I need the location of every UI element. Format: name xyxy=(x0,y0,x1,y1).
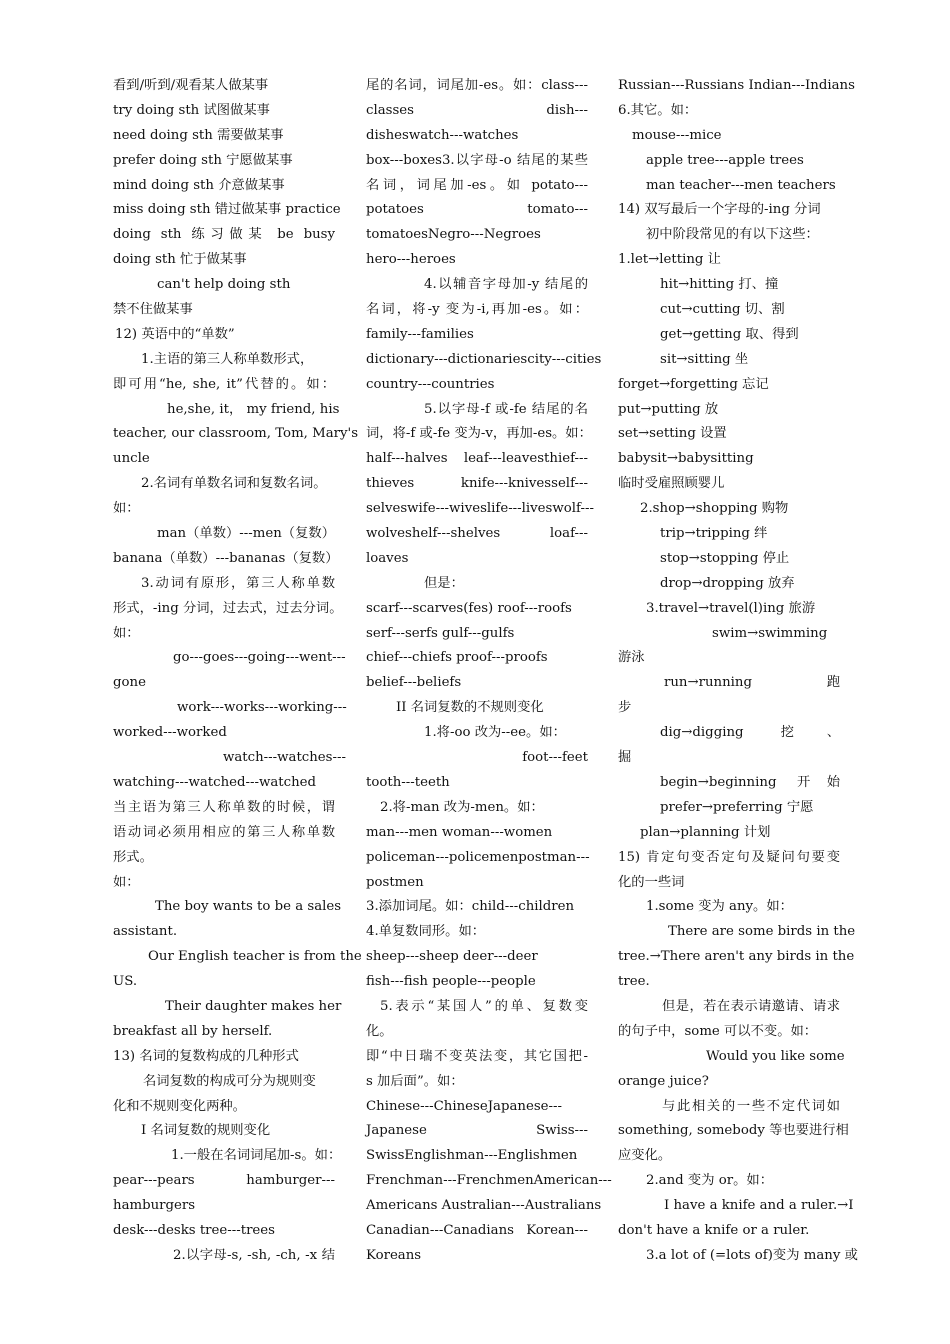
text-line: 如： xyxy=(113,625,140,641)
text-line: can't help doing sth xyxy=(157,277,291,293)
text-line: uncle xyxy=(113,451,150,467)
text-line: 3.添加词尾。如：child---children xyxy=(366,899,575,915)
text-line: 13) 名词的复数构成的几种形式 xyxy=(113,1048,299,1064)
text-line: 名词，词尾加-es。如 potato--- xyxy=(366,177,588,193)
text-line: postmen xyxy=(366,874,424,890)
text-line: need doing sth 需要做某事 xyxy=(113,127,284,143)
text-line: country---countries xyxy=(366,376,495,392)
text-line: 即“中日瑞不变英法变，其它国把- xyxy=(366,1048,588,1064)
text-line: miss doing sth 错过做某事 practice xyxy=(113,202,341,218)
text-line: 15) 肯定句变否定句及疑问句要变 xyxy=(618,849,840,865)
text-line: forget→forgetting 忘记 xyxy=(618,376,769,392)
text-line: US. xyxy=(113,974,138,990)
text-line: 语动词必须用相应的第三人称单数 xyxy=(113,824,335,840)
text-line: breakfast all by herself. xyxy=(113,1023,273,1039)
text-line: chief---chiefs proof---proofs xyxy=(366,650,548,666)
text-line: 化和不规则变化两种。 xyxy=(113,1098,246,1114)
text-line: 4.以辅音字母加-y 结尾的 xyxy=(424,277,588,293)
text-line: policeman---policemenpostman--- xyxy=(366,849,590,865)
text-line: 化。 xyxy=(366,1023,393,1039)
text-line: 形式。 xyxy=(113,849,153,865)
text-line: tooth---teeth xyxy=(366,774,450,790)
text-line: potatoes tomato--- xyxy=(366,202,588,218)
text-line: doing sth 忙于做某事 xyxy=(113,252,247,268)
text-line: something, somebody 等也要进行相 xyxy=(618,1123,849,1139)
text-line: cut→cutting 切、割 xyxy=(660,302,785,318)
text-line: 2.将-man 改为-men。如： xyxy=(380,799,544,815)
text-line: II 名词复数的不规则变化 xyxy=(396,700,544,716)
text-line: 2.shop→shopping 购物 xyxy=(640,501,789,517)
text-line: apple tree---apple trees xyxy=(646,152,804,168)
text-line: Would you like some xyxy=(706,1048,845,1064)
text-line: 2.以字母-s, -sh, -ch, -x 结 xyxy=(173,1247,335,1263)
text-line: There are some birds in the xyxy=(668,924,856,940)
text-line: half---halves leaf---leavesthief--- xyxy=(366,451,588,467)
text-line: 如： xyxy=(113,501,140,517)
text-line: foot---feet xyxy=(522,750,588,766)
text-line: run→running 跑 xyxy=(664,675,840,691)
text-line: 1.将-oo 改为--ee。如： xyxy=(424,725,566,741)
text-line: Chinese---ChineseJapanese--- xyxy=(366,1098,563,1114)
text-line: go---goes---going---went--- xyxy=(173,650,346,666)
text-line: watching---watched---watched xyxy=(113,774,317,790)
text-line: 尾的名词，词尾加-es。如：class--- xyxy=(366,78,588,93)
text-line: I have a knife and a ruler.→I xyxy=(664,1198,854,1214)
text-line: 1.一般在名词词尾加-s。如： xyxy=(171,1148,342,1164)
text-line: box---boxes3.以字母-o 结尾的某些 xyxy=(366,152,588,168)
text-line: Canadian---Canadians Korean--- xyxy=(366,1222,588,1238)
text-line: tree. xyxy=(618,974,650,990)
text-line: Their daughter makes her xyxy=(165,998,342,1014)
text-line: 即可用“he, she, it”代替的。如： xyxy=(113,376,335,392)
text-line: SwissEnglishman---Englishmen xyxy=(366,1148,578,1164)
text-line: Americans Australian---Australians xyxy=(366,1198,602,1214)
text-line: Koreans xyxy=(366,1247,422,1263)
text-line: 化的一些词 xyxy=(618,874,685,890)
text-line: hit→hitting 打、撞 xyxy=(660,277,779,293)
text-line: dictionary---dictionariescity---cities xyxy=(366,351,602,367)
text-line: 临时受雇照顾婴儿 xyxy=(618,476,725,492)
text-line: babysit→babysitting xyxy=(618,451,754,467)
text-line: Our English teacher is from the xyxy=(148,949,362,965)
text-line: Russian---Russians Indian---Indians xyxy=(618,78,855,93)
text-line: man---men woman---women xyxy=(366,824,553,840)
text-line: The boy wants to be a sales xyxy=(155,899,342,915)
text-line: mind doing sth 介意做某事 xyxy=(113,177,285,193)
text-line: 禁不住做某事 xyxy=(113,302,193,318)
text-line: 2.and 变为 or。如： xyxy=(646,1173,773,1189)
text-line: mouse---mice xyxy=(632,127,722,143)
text-line: assistant. xyxy=(113,924,178,940)
text-line: hero---heroes xyxy=(366,252,456,268)
text-line: fish---fish people---people xyxy=(366,974,536,990)
text-line: hamburgers xyxy=(113,1198,196,1214)
text-line: serf---serfs gulf---gulfs xyxy=(366,625,515,641)
text-line: swim→swimming xyxy=(712,625,828,641)
text-line: tree.→There aren't any birds in the xyxy=(618,949,855,965)
text-line: 词，将-f 或-fe 变为-v，再加-es。如： xyxy=(366,426,592,442)
text-line: desk---desks tree---trees xyxy=(113,1222,275,1238)
text-line: pear---pears hamburger--- xyxy=(113,1173,335,1189)
text-line: 看到/听到/观看某人做某事 xyxy=(113,78,269,93)
text-line: he,she, it， my friend, his xyxy=(167,401,340,417)
text-line: man（单数）---men（复数） xyxy=(157,526,335,542)
text-line: begin→beginning 开始 xyxy=(660,774,840,790)
text-line: watch---watches--- xyxy=(223,750,346,766)
text-line: doing sth 练习做某 be busy xyxy=(113,227,335,243)
text-line: I 名词复数的规则变化 xyxy=(141,1123,271,1139)
text-line: 的句子中，some 可以不变。如： xyxy=(618,1023,818,1039)
text-line: 名词复数的构成可分为规则变 xyxy=(143,1073,316,1089)
text-line: Frenchman---FrenchmenAmerican--- xyxy=(366,1173,612,1189)
text-line: don't have a knife or a ruler. xyxy=(618,1222,810,1238)
text-line: 如： xyxy=(113,874,140,890)
text-line: teacher, our classroom, Tom, Mary's xyxy=(113,426,359,442)
text-line: 1.let→letting 让 xyxy=(618,252,721,268)
text-line: gone xyxy=(113,675,146,691)
text-line: 3.动词有原形，第三人称单数 xyxy=(141,575,335,591)
text-line: sit→sitting 坐 xyxy=(660,351,749,367)
text-line: 5.表示“某国人”的单、复数变 xyxy=(380,998,588,1014)
text-line: orange juice? xyxy=(618,1073,709,1089)
text-line: selveswife---wiveslife---liveswolf--- xyxy=(366,501,594,517)
text-line: 3.travel→travel(l)ing 旅游 xyxy=(646,600,816,616)
text-line: 5.以字母-f 或-fe 结尾的名 xyxy=(424,401,588,417)
text-line: 2.名词有单数名词和复数名词。 xyxy=(141,476,327,492)
text-line: worked---worked xyxy=(113,725,227,741)
text-line: set→setting 设置 xyxy=(618,426,727,442)
text-line: tomatoesNegro---Negroes xyxy=(366,227,541,243)
text-line: family---families xyxy=(366,326,474,342)
text-line: plan→planning 计划 xyxy=(640,824,771,840)
text-line: banana（单数）---bananas（复数） xyxy=(113,550,339,566)
text-line: trip→tripping 绊 xyxy=(660,526,768,542)
text-line: get→getting 取、得到 xyxy=(660,326,799,342)
text-line: sheep---sheep deer---deer xyxy=(366,949,538,965)
text-line: dig→digging 挖、 xyxy=(660,725,840,741)
text-line: put→putting 放 xyxy=(618,401,719,417)
text-line: 但是，若在表示请邀请、请求 xyxy=(662,998,840,1014)
text-line: 12) 英语中的“单数” xyxy=(115,326,235,342)
text-line: 1.some 变为 any。如： xyxy=(646,899,793,915)
text-line: 步 xyxy=(618,700,632,716)
text-line: 应变化。 xyxy=(618,1148,672,1164)
text-line: s 加后面”。如： xyxy=(366,1073,464,1089)
column-2 xyxy=(366,74,612,1269)
text-line: 6.其它。如： xyxy=(618,102,698,118)
text-line: 与此相关的一些不定代词如 xyxy=(662,1098,840,1114)
text-line: Japanese Swiss--- xyxy=(366,1123,588,1139)
text-line: 14) 双写最后一个字母的-ing 分词 xyxy=(618,202,821,218)
text-line: 形式，-ing 分词，过去式，过去分词。 xyxy=(113,600,343,616)
column-1 xyxy=(113,74,362,1269)
text-line: 名词，将-y 变为-i,再加-es。如： xyxy=(366,302,588,318)
text-line: 当主语为第三人称单数的时候，谓 xyxy=(113,799,335,815)
text-line: loaves xyxy=(366,550,409,566)
text-line: thieves knife---knivesself--- xyxy=(366,476,588,492)
text-line: 初中阶段常见的有以下这些： xyxy=(646,227,819,243)
text-line: prefer→preferring 宁愿 xyxy=(660,799,814,815)
text-line: stop→stopping 停止 xyxy=(660,550,790,566)
text-line: belief---beliefs xyxy=(366,675,462,691)
text-line: work---works---working--- xyxy=(177,700,347,716)
text-line: 4.单复数同形。如： xyxy=(366,924,486,940)
text-line: scarf---scarves(fes) roof---roofs xyxy=(366,600,572,616)
text-line: prefer doing sth 宁愿做某事 xyxy=(113,152,293,168)
text-line: try doing sth 试图做某事 xyxy=(113,102,270,118)
text-line: drop→dropping 放弃 xyxy=(660,575,795,591)
column-3 xyxy=(618,74,858,1269)
text-line: man teacher---men teachers xyxy=(646,177,836,193)
text-line: 游泳 xyxy=(618,650,645,666)
text-line: classes dish--- xyxy=(366,102,588,118)
text-line: 3.a lot of (=lots of)变为 many 或 xyxy=(646,1247,858,1263)
text-line: 1.主语的第三人称单数形式， xyxy=(141,351,314,367)
text-line: 掘 xyxy=(618,750,632,766)
text-line: 但是： xyxy=(424,575,464,591)
text-line: wolveshelf---shelves loaf--- xyxy=(366,526,588,542)
text-line: disheswatch---watches xyxy=(366,127,519,143)
